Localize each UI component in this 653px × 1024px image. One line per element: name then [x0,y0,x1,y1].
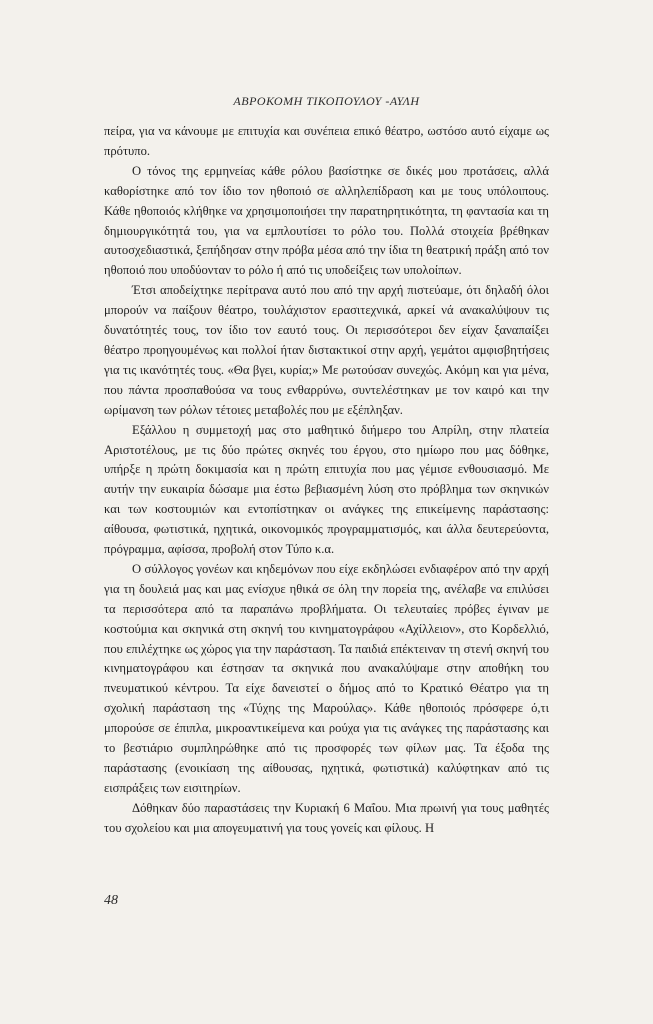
paragraph-performances: Δόθηκαν δύο παραστάσεις την Κυριακή 6 Μαΐου. Μια πρωινή για τους μαθητές του σχολείου και μια απογευματινή για τους γονείς και φίλους. Η [104,800,549,835]
paragraph-participation: Εξάλλου η συμμετοχή μας στο μαθητικό διήμερο του Απρίλη, στην πλατεία Αριστοτέλους, με τις δύο πρώτες σκηνές του έργου, στο ημίωρο που μας δόθηκε, υπήρξε η πρώτη δοκιμασία και η πρώτη επιτυχία που μας γέμισε ενθουσιασμό. Με αυτήν την ευκαιρία δώσαμε μια έστω βεβιασμένη λύση στο πρόβλημα των σκηνικών και των κοστουμιών και εντοπίστηκαν οι ανάγκες της επικείμενης παράστασης: αίθουσα, φωτιστικά, ηχητικά, οικονομικός προγραμματισμός, και άλλα δευτερεύοντα, πρόγραμμα, αφίσσα, προβολή στον Τύπο κ.α. [104,422,549,557]
paragraph-continuation: πείρα, για να κάνουμε με επιτυχία και συνέπεια επικό θέατρο, ωστόσο αυτό είχαμε ως πρότυπο. [104,124,549,158]
paragraph-interpretation: Ο τόνος της ερμηνείας κάθε ρόλου βασίστηκε σε δικές μου προτάσεις, αλλά καθορίστηκε από τον ίδιο τον ηθοποιό σε αλληλεπίδραση και με τους υπόλοιπους. Κάθε ηθοποιός κλήθηκε να χρησιμοποιήσει την παρατηρητικότητα, τη φαντασία και τη δημιουργικότητά του, για να εμπλουτίσει το ρόλο του. Πολλά στοιχεία βρέθηκαν αυτοσχεδιαστικά, ξεπήδησαν στην πρόβα μέσα από την ίδια τη θεατρική πράξη από τον ηθοποιό που υποδύονταν το ρόλο ή από τις υποδείξεις των υπολοίπων. [104,163,549,278]
page-number: 48 [104,893,118,908]
body-text [104,122,549,839]
running-head: ΑΒΡΟΚΟΜΗ ΤΙΚΟΠΟΥΛΟΥ -ΑΥΛΗ [233,94,420,108]
paragraph-parents-association: Ο σύλλογος γονέων και κηδεμόνων που είχε εκδηλώσει ενδιαφέρον από την αρχή για τη δουλειά μας και μας ενίσχυε ηθικά σε όλη την πορεία της, ανέλαβε να επιλύσει τα περισσότερα από τα παραπάνω προβλήματα. Οι τελευταίες πρόβες έγιναν με κοστούμια και σκηνικά στη σκηνή του κινηματογράφου «Αχίλλειον», στο Κορδελλιό, που επιλέχτηκε ως χώρος για την παράσταση. Τα παιδιά επέκτειναν τη στενή σκηνή του κινηματογράφου και έστησαν τα σκηνικά που ανακαλύψαμε στην αποθήκη του πνευματικού κέντρου. Τα είχε δανειστεί ο δήμος από το Κρατικό Θέατρο για τη σχολική παράσταση της «Τύχης της Μαρούλας». Κάθε ηθοποιός πρόσφερε ό,τι μπορούσε σε έπιπλα, μικροαντικείμενα και ρούχα για τις ανάγκες της παράστασης και το βεστιάριο συμπληρώθηκε από τις προσφορές των φίλων μας. Τα έξοδα της παράστασης (ενοικίαση της αίθουσας, ηχητικά, φωτιστικά) καλύφτηκαν από τις εισπράξεις των εισιτηρίων. [104,561,549,795]
paragraph-proof: Έτσι αποδείχτηκε περίτρανα αυτό που από την αρχή πιστεύαμε, ότι δηλαδή όλοι μπορούν να παίξουν θέατρο, τουλάχιστον ερασιτεχνικά, αρκεί νά ανακαλύψουν τις δυνατότητές τους, τον ίδιο τον εαυτό τους. Οι περισσότεροι δεν είχαν ξαναπαίξει θέατρο προηγουμένως και πολλοί ήταν διστακτικοί στην αρχή, γεμάτοι αμφισβητήσεις για τις ικανότητές τους. «Θα βγει, κυρία;» Με ρωτούσαν συνεχώς. Ακόμη και για μένα, που πάντα προσπαθούσα να τους ενθαρρύνω, συντελέστηκαν με τον καιρό και την ωρίμανση των ρόλων τέτοιες μεταβολές που με εξέπληξαν. [104,283,549,417]
